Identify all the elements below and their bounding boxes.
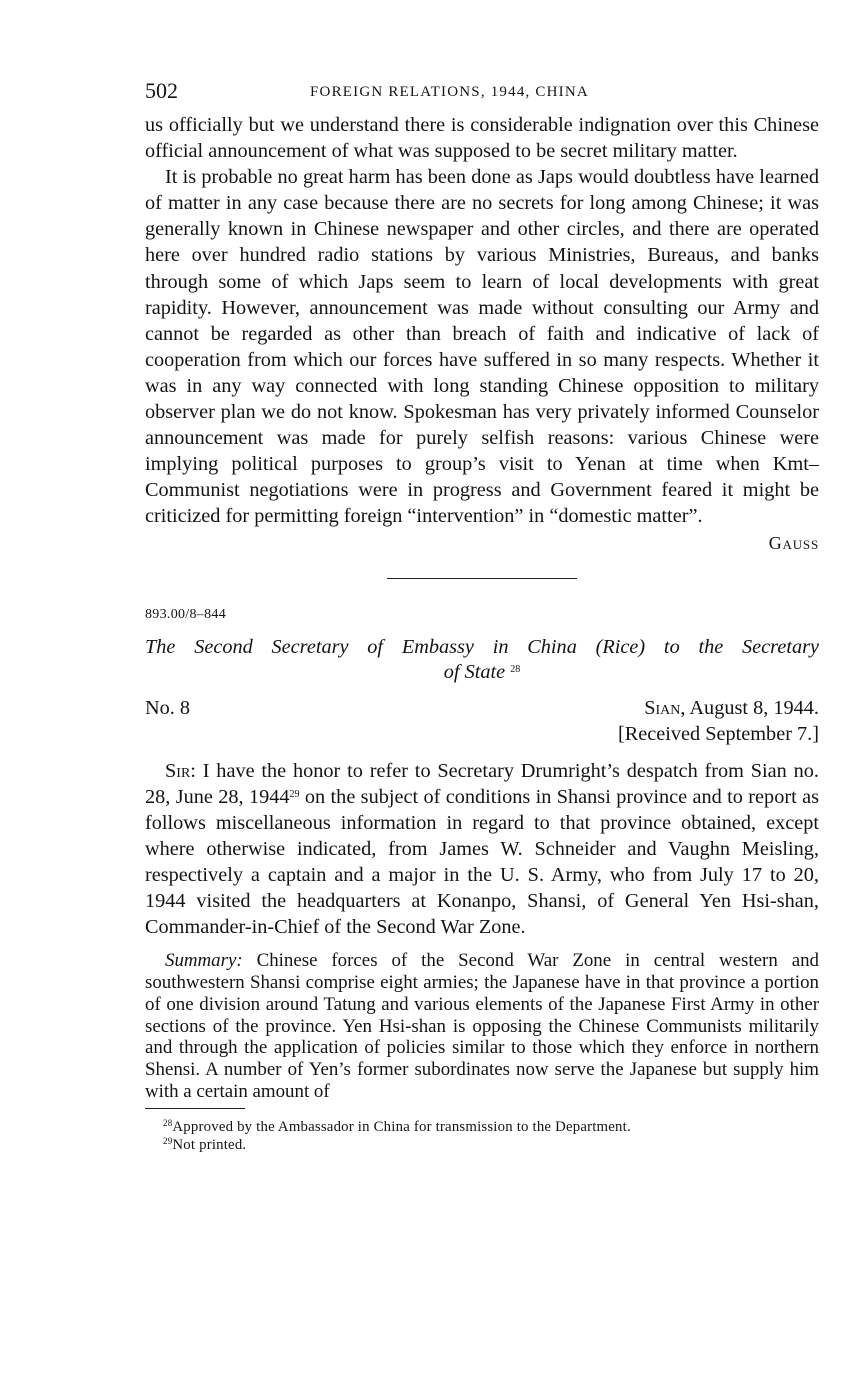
- place: Sian: [644, 696, 681, 719]
- running-head: [145, 78, 819, 112]
- document-heading: [145, 635, 819, 685]
- letter-paragraph: Sir: I have the honor to refer to Secretary Drumright’s despatch from Sian no. 28, June 28, 1944$^{29}$ on the subject of conditions in Shansi province and to report as follows miscellaneous information in regard to that province obtained, except where otherwise indicated, from James W. Schneider and Vaughn Meisling, respectively a captain and a major in the U. S. Army, who from July 17 to 20, 1944 visited the headquarters at Konanpo, Shansi, of General Yen Hsi-shan, Commander-in-Chief of the Second War Zone.: [145, 759, 819, 939]
- summary-paragraph: Summary: Chinese forces of the Second War Zone in central western and southwestern Shansi comprise eight armies; the Japanese have in that province a portion of one division around Tatung and various elements of the Japanese First Army in other sections of the province. Yen Hsi-shan is opposing the Chinese Communists militarily and through the application of policies similar to those which they enforce in northern Shensi. A number of Yen’s former subordinates now serve the Japanese but supply him with a certain amount of: [145, 950, 819, 1102]
- document-page: [145, 78, 819, 1154]
- signature: Gauss: [768, 532, 819, 553]
- footnote-rule: [145, 1108, 245, 1109]
- footnote-ref: 29: [289, 788, 300, 800]
- date: , August 8, 1944.: [680, 696, 819, 719]
- page-number: 502: [145, 78, 178, 103]
- heading-line-1: The Second Secretary of Embassy in China (Rice) to the Secretary: [145, 635, 819, 658]
- dateline: [145, 697, 819, 723]
- section-divider: [387, 578, 577, 579]
- heading-footnote-ref: 28: [510, 663, 521, 675]
- file-number: 893.00/8–844: [145, 606, 226, 622]
- footnotes: [145, 1118, 819, 1154]
- place-date: [644, 697, 819, 720]
- continuation-paragraph: us officially but we understand there is considerable indignation over this Chinese official announcement of what was supposed to be secret military matter.: [145, 114, 819, 163]
- received-date: [Received September 7.]: [617, 722, 819, 745]
- running-title: FOREIGN RELATIONS, 1944, CHINA: [310, 84, 589, 100]
- heading-line-2: of State: [443, 660, 506, 683]
- footnote-28: $^{28}$Approved by the Ambassador in China for transmission to the Department.: [163, 1117, 631, 1135]
- salutation: Sir: [165, 759, 191, 782]
- summary-label: Summary:: [165, 950, 243, 972]
- despatch-number: No. 8: [145, 696, 191, 719]
- footnote-29: $^{29}$Not printed.: [163, 1135, 247, 1153]
- continuation-paragraph-2: It is probable no great harm has been done as Japs would doubtless have learned of matter in any case because there are no secrets for long among Chinese; it was generally known in Chinese newspaper and other circles, and there are operated here over hundred radio stations by various Ministries, Bureaus, and banks through some of which Japs seem to learn of local developments with great rapidity. However, announcement was made without consulting our Army and cannot be regarded as other than breach of faith and indicative of lack of cooperation from which our forces have suffered in so many respects. Whether it was in any way connected with long standing Chinese opposition to military observer plan we do not know. Spokesman has very privately informed Counselor announcement was made for purely selfish reasons: various Chinese were implying political purposes to group’s visit to Yenan at time when Kmt–Communist negotiations were in progress and Government feared it might be criticized for permitting foreign “intervention” in “domestic matter”.: [145, 166, 819, 528]
